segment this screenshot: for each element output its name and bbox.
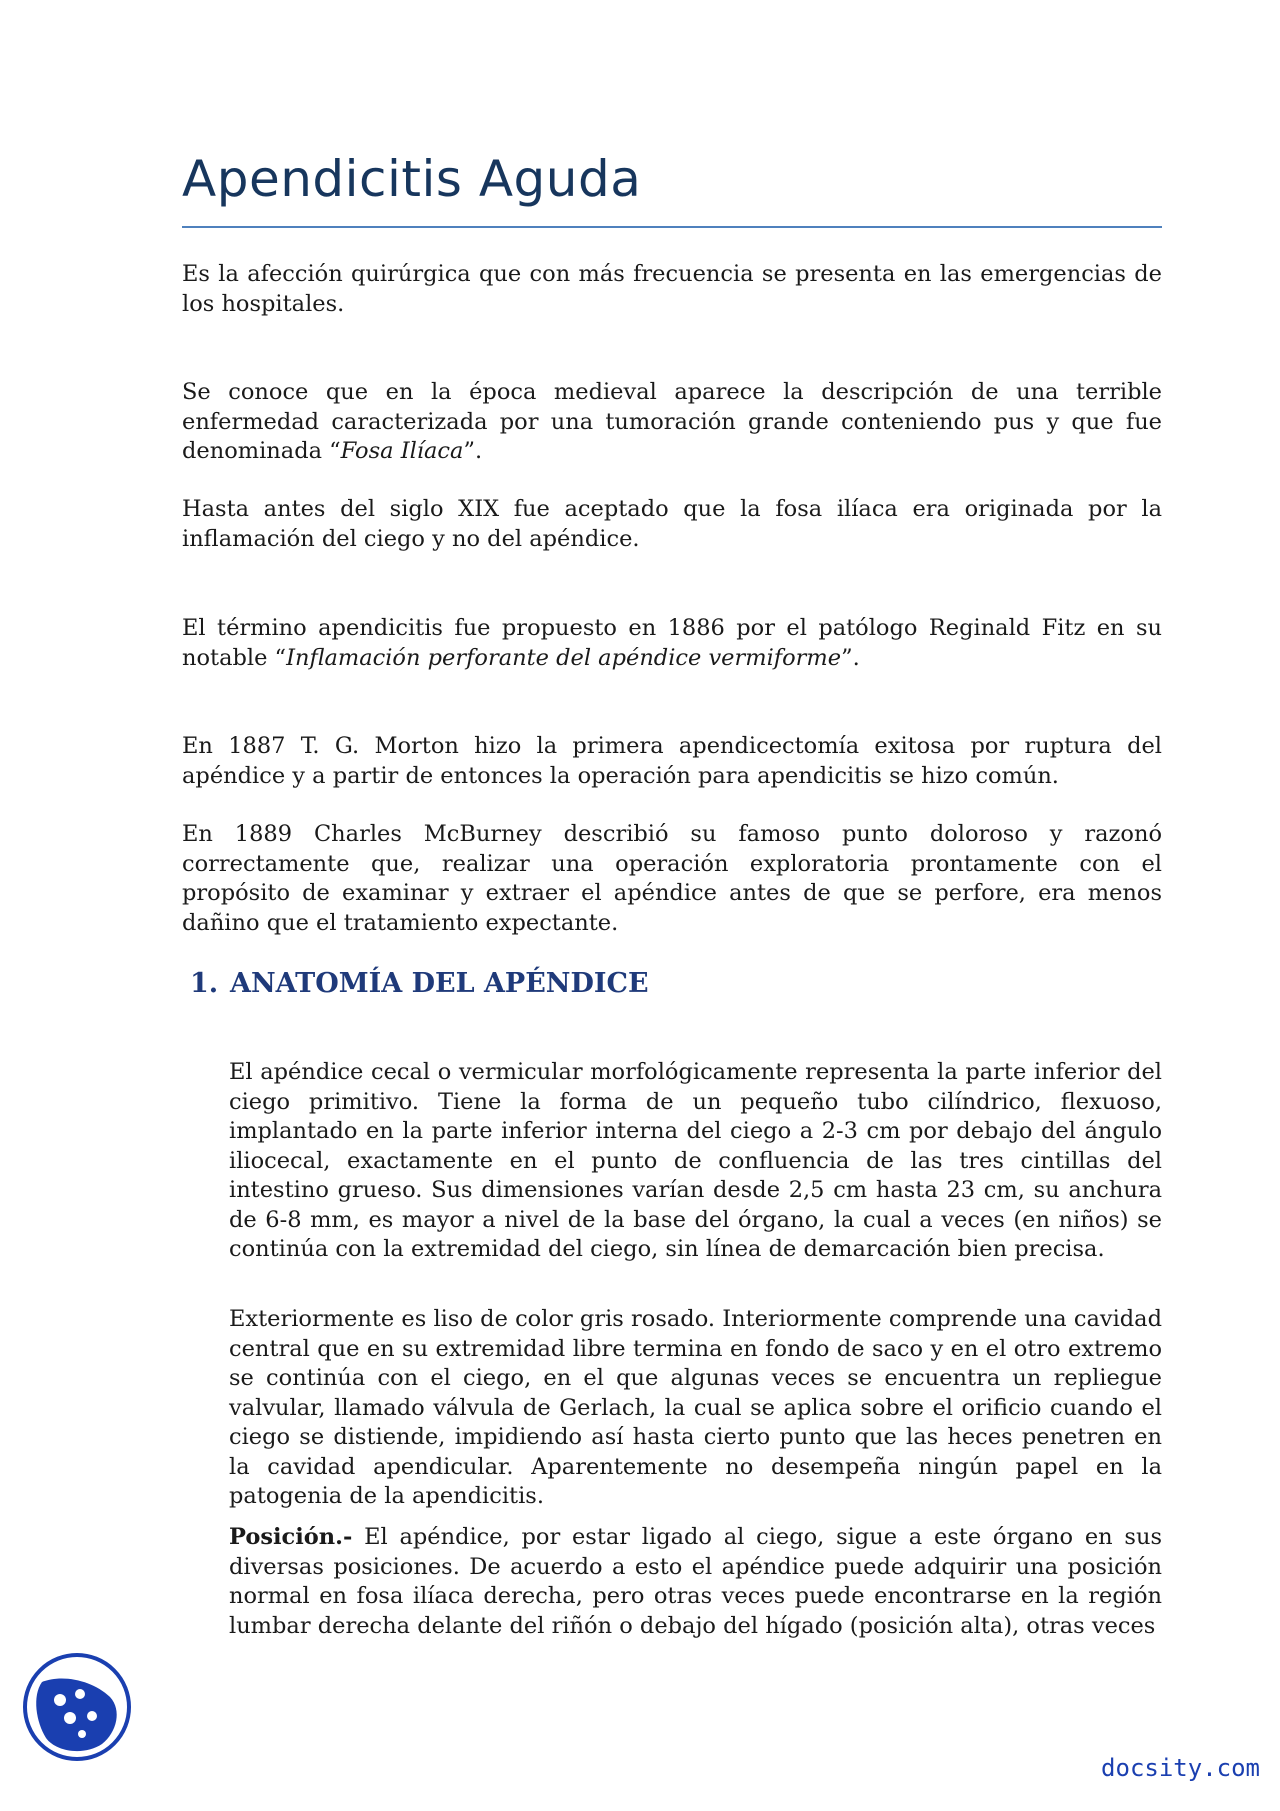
docsity-logo-icon[interactable] (22, 1652, 132, 1762)
title-underline (182, 226, 1162, 228)
section-number: 1. (190, 968, 219, 999)
section-title: ANATOMÍA DEL APÉNDICE (230, 968, 649, 999)
fitz-paragraph (182, 614, 1162, 673)
intro-paragraph (182, 260, 1162, 319)
bold-label: Posición.- (229, 1524, 353, 1550)
italic-term: Fosa Ilíaca (340, 438, 464, 464)
paragraph-text: Se conoce que en la época medieval aparece la descripción de una terrible enfermedad caracterizada por una tumoración grande conteniendo pus y que fue denominada “ (182, 379, 1162, 464)
morton-paragraph (182, 732, 1162, 791)
position-paragraph (229, 1523, 1162, 1641)
history-paragraph (182, 495, 1162, 554)
exterior-paragraph (229, 1305, 1162, 1512)
paragraph-text: Hasta antes del siglo XIX fue aceptado que la fosa ilíaca era originada por la inflamación del ciego y no del apéndice. (182, 496, 1162, 552)
paragraph-text: En 1887 T. G. Morton hizo la primera apendicectomía exitosa por ruptura del apéndice y a partir de entonces la operación para apendicitis se hizo común. (182, 733, 1162, 789)
paragraph-text: El apéndice cecal o vermicular morfológicamente representa la parte inferior del ciego primitivo. Tiene la forma de un pequeño tubo cilíndrico, flexuoso, implantado en la parte inferior interna del ciego a 2-3 cm por debajo del ángulo iliocecal, exactamente en el punto de confluencia de las tres cintillas del intestino grueso. Sus dimensiones varían desde 2,5 cm hasta 23 cm, su anchura de 6-8 mm, es mayor a nivel de la base del órgano, la cual a veces (en niños) se continúa con la extremidad del ciego, sin línea de demarcación bien precisa. (229, 1059, 1162, 1262)
mcburney-paragraph (182, 820, 1162, 938)
page-title: Apendicitis Aguda (182, 150, 642, 208)
paragraph-text: El apéndice, por estar ligado al ciego, sigue a este órgano en sus diversas posiciones. De acuerdo a esto el apéndice puede adquirir una posición normal en fosa ilíaca derecha, pero otras veces puede encontrarse en la región lumbar derecha delante del riñón o debajo del hígado (posición alta), otras veces (229, 1524, 1162, 1639)
paragraph-text: Es la afección quirúrgica que con más frecuencia se presenta en las emergencias de los hospitales. (182, 261, 1162, 317)
italic-term: Inflamación perforante del apéndice vermiforme (286, 644, 842, 671)
paragraph-text: ”. (463, 438, 483, 464)
paragraph-text: ”. (841, 644, 860, 671)
paragraph-text: En 1889 Charles McBurney describió su famoso punto doloroso y razonó correctamente que, realizar una operación exploratoria prontamente con el propósito de examinar y extraer el apéndice antes de que se perfore, era menos dañino que el tratamiento expectante. (182, 821, 1162, 936)
section-heading (190, 968, 649, 999)
paragraph-text: Exteriormente es liso de color gris rosado. Interiormente comprende una cavidad central que en su extremidad libre termina en fondo de saco y en el otro extremo se continúa con el ciego, en el que algunas veces se encuentra un repliegue valvular, llamado válvula de Gerlach, la cual se aplica sobre el orificio cuando el ciego se distiende, impidiendo así hasta cierto punto que las heces penetren en la cavidad apendicular. Aparentemente no desempeña ningún papel en la patogenia de la apendicitis. (229, 1306, 1162, 1509)
anatomy-paragraph (229, 1058, 1162, 1265)
paragraph-text: El término apendicitis fue propuesto en 1886 por el patólogo Reginald Fitz en su notable “ (182, 615, 1162, 671)
docsity-watermark[interactable]: docsity.com (1101, 1754, 1260, 1782)
medieval-paragraph (182, 378, 1162, 467)
